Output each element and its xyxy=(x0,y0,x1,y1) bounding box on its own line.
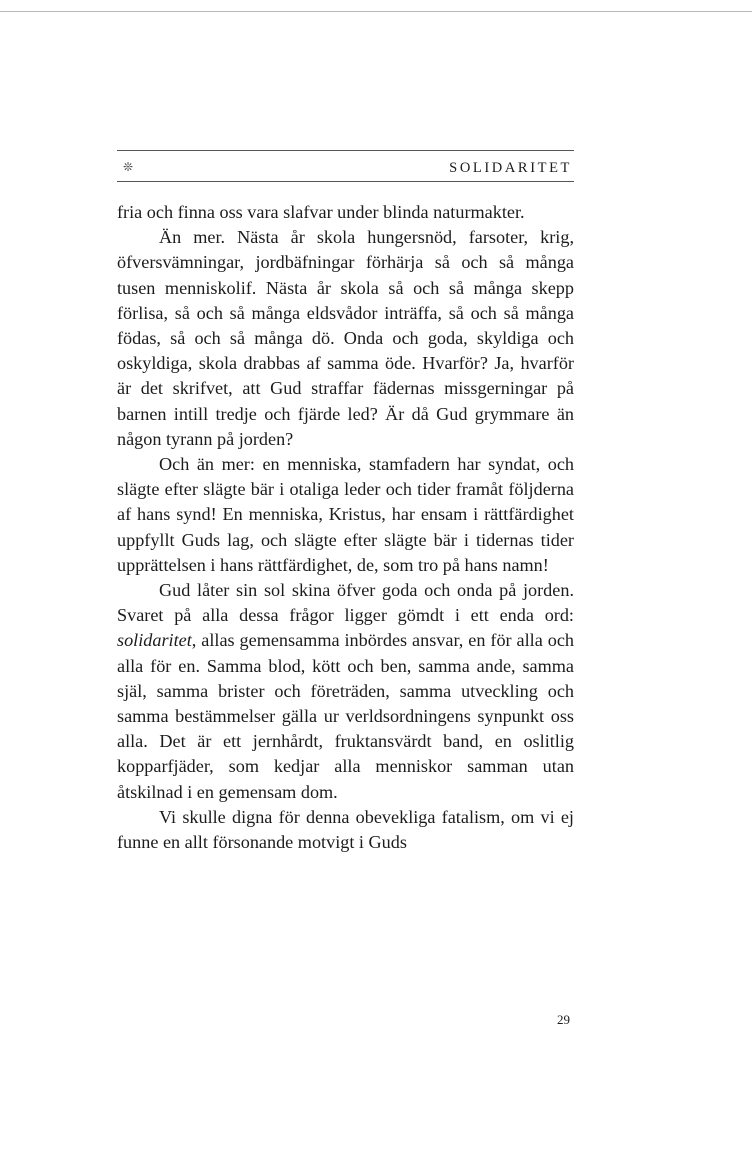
paragraph-3: Och än mer: en menniska, stamfadern har syndat, och slägte efter slägte bär i otaliga leder och tider framåt följderna af hans synd! En menniska, Kristus, har ensam i rättfärdighet uppfyllt Guds lag, och slägte efter slägte bär i tidernas tider upprättelsen i hans rättfärdighet, de, som tro på hans namn! xyxy=(117,454,574,575)
paragraph-1: fria och finna oss vara slafvar under blinda naturmakter. xyxy=(117,202,525,222)
paragraph-4-before: Gud låter sin sol skina öfver goda och onda på jorden. Svaret på alla dessa frågor ligger gömdt i ett enda ord: xyxy=(117,580,574,626)
running-header xyxy=(117,151,574,181)
paragraph-4-after: , allas gemensamma inbördes ansvar, en för alla och alla för en. Samma blod, kött och ben, samma ande, samma själ, samma brister och företräden, samma utveckling och samma bestämmelser gälla ur verldsordningens synpunkt oss alla. Det är ett jernhårdt, fruktansvärdt band, en oslitlig kopparfjäder, som kedjar alla menniskor samman utan åtskilnad i en gemensam dom. xyxy=(117,630,574,802)
asterism-ornament-icon: ❊ xyxy=(123,160,134,174)
emphasis-solidaritet: solidaritet xyxy=(117,630,192,651)
body-text xyxy=(117,200,574,855)
scan-edge-line xyxy=(0,11,752,12)
paragraph-5: Vi skulle digna för denna obevekliga fatalism, om vi ej funne en allt försonande motvigt i Guds xyxy=(117,806,574,853)
header-rule-bottom xyxy=(117,181,574,182)
page-number: 29 xyxy=(557,1012,570,1027)
paragraph-2: Än mer. Nästa år skola hungersnöd, farsoter, krig, öfversvämningar, jordbäfningar förhärja så och så många tusen menniskolif. Nästa år skola så och så många skepp förlisa, så och så många eldsvådor inträffa, så och så många födas, så och så många dö. Onda och goda, skyldiga och oskyldiga, skola drabbas af samma öde. Hvarför? Ja, hvarför är det skrifvet, att Gud straffar fädernas missgerningar på barnen intill tredje och fjärde led? Är då Gud grymmare än någon tyrann på jorden? xyxy=(117,227,574,449)
running-title: SOLIDARITET xyxy=(449,160,572,176)
book-page xyxy=(117,150,574,1027)
paragraph-4 xyxy=(117,578,574,805)
